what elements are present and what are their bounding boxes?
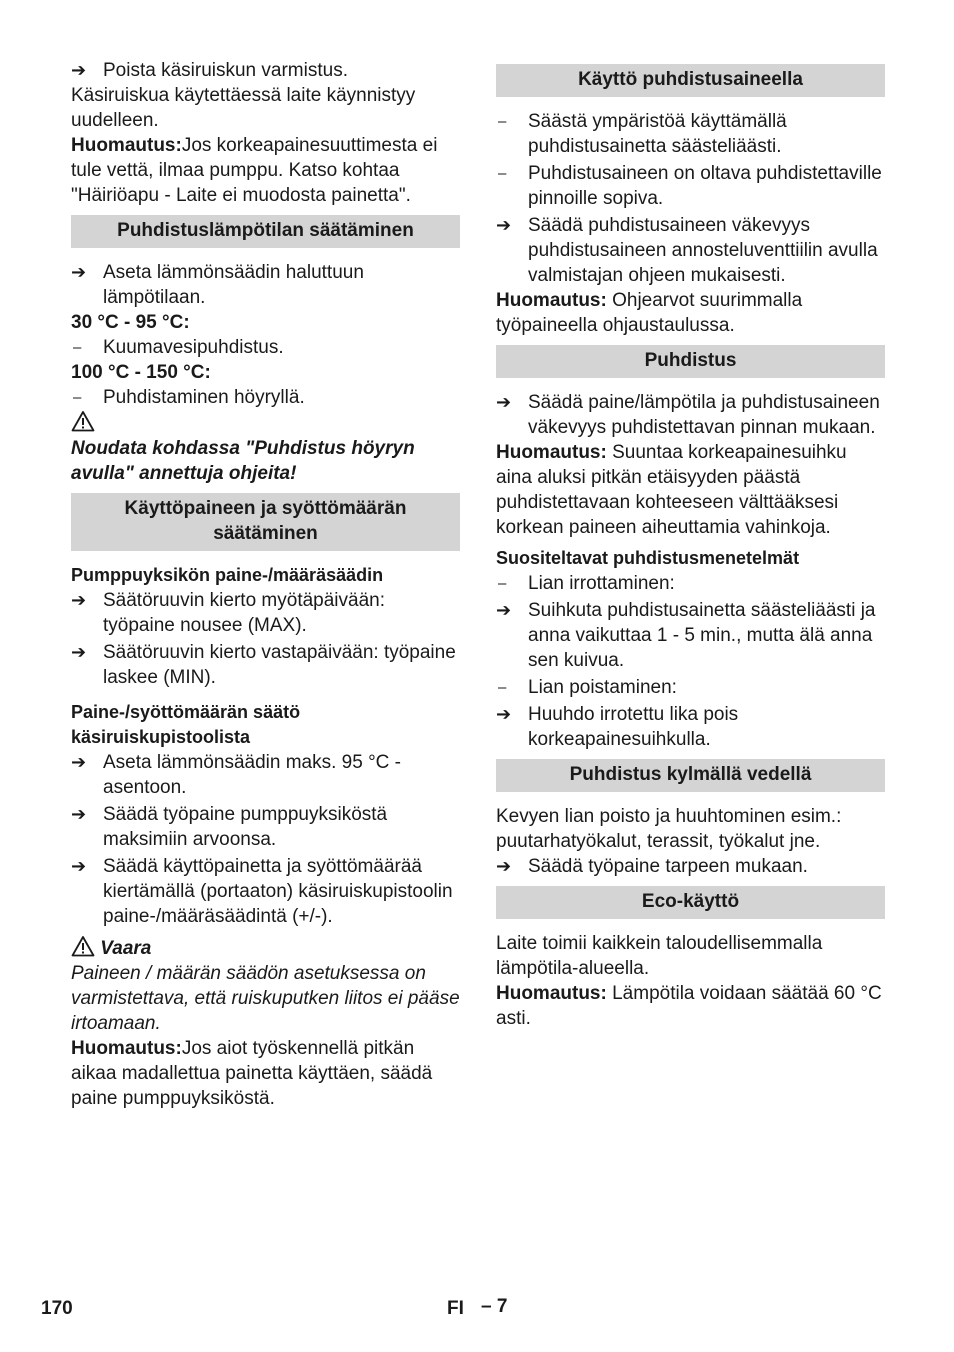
note-label: Huomautus:	[496, 442, 607, 463]
instruction-text: Poista käsiruiskun varmistus.	[103, 60, 348, 81]
note-text: Jos korkeapainesuuttimesta ei tule vettä, ilmaa pumppu. Katso kohtaa "Häiriöapu - Laite ei muodosta painetta".	[71, 135, 438, 206]
arrow-icon: ➔	[71, 752, 87, 772]
section-number: – 7	[481, 1296, 508, 1317]
note-text: Lämpötila voidaan säätää 60 °C asti.	[496, 983, 882, 1029]
dash-item	[71, 385, 460, 410]
instruction-item	[71, 802, 460, 852]
note	[496, 440, 885, 540]
instruction-text: Säädä paine/lämpötila ja puhdistusaineen väkevyys puhdistettavan pinnan mukaan.	[528, 392, 880, 438]
dash-item	[496, 571, 885, 596]
arrow-icon: ➔	[71, 60, 87, 80]
note-text: Ohjearvot suurimmalla työpaineella ohjaustaulussa.	[496, 290, 803, 336]
dash-item	[71, 335, 460, 360]
instruction-item	[71, 640, 460, 690]
dash-icon: –	[498, 165, 507, 182]
dash-icon: –	[498, 575, 507, 592]
dash-icon: –	[498, 113, 507, 130]
instruction-text: Säädä puhdistusaineen väkevyys puhdistusaineen annosteluventtiilin avulla valmistajan ohjeen mukaisesti.	[528, 215, 878, 286]
danger-heading	[71, 935, 460, 961]
arrow-icon: ➔	[496, 600, 512, 620]
dash-text: Lian irrottaminen:	[528, 573, 675, 594]
arrow-icon: ➔	[496, 215, 512, 235]
dash-text: Puhdistusaineen on oltava puhdistettaville pinnoille sopiva.	[528, 163, 882, 209]
instruction-item	[71, 750, 460, 800]
instruction-item	[71, 58, 460, 83]
page-number: 170	[41, 1298, 73, 1319]
note-label: Huomautus:	[496, 290, 607, 311]
instruction-text: Säädä käyttöpainetta ja syöttömäärää kiertämällä (portaaton) käsiruiskupistoolin paine-/määräsäädintä (+/-).	[103, 856, 453, 927]
note-text: Suuntaa korkeapainesuihku aina aluksi pitkän etäisyyden päästä puhdistettavaan kohteeseen välttääksesi korkean paineen aiheuttamia vahinkoja.	[496, 442, 847, 538]
dash-item	[496, 161, 885, 211]
dash-icon: –	[73, 389, 82, 406]
instruction-text: Aseta lämmönsäädin haluttuun lämpötilaan.	[103, 262, 364, 308]
arrow-icon: ➔	[496, 392, 512, 412]
arrow-icon: ➔	[71, 590, 87, 610]
instruction-item	[496, 213, 885, 288]
language-code: FI	[447, 1298, 464, 1319]
section-heading: Puhdistus kylmällä vedellä	[496, 759, 885, 792]
range-label: 100 °C - 150 °C:	[71, 362, 211, 383]
paragraph: Laite toimii kaikkein taloudellisemmalla lämpötila-alueella.	[496, 933, 823, 979]
instruction-text: Säätöruuvin kierto vastapäivään: työpaine laskee (MIN).	[103, 642, 456, 688]
note-label: Huomautus:	[496, 983, 607, 1004]
instruction-item	[496, 854, 885, 879]
instruction-item	[496, 598, 885, 673]
warning-row	[71, 410, 460, 436]
note-label: Huomautus:	[71, 135, 182, 156]
subheading: Paine-/syöttömäärän säätö käsiruiskupistoolista	[71, 702, 301, 747]
arrow-icon: ➔	[496, 856, 512, 876]
dash-item	[496, 675, 885, 700]
arrow-icon: ➔	[71, 642, 87, 662]
dash-text: Puhdistaminen höyryllä.	[103, 387, 305, 408]
left-column	[71, 58, 460, 1111]
instruction-text: Suihkuta puhdistusainetta säästeliäästi ja anna vaikuttaa 1 - 5 min., mutta älä anna sen kuivua.	[528, 600, 876, 671]
danger-label: Vaara	[100, 938, 152, 959]
arrow-icon: ➔	[71, 262, 87, 282]
subheading: Pumppuyksikön paine-/määräsäädin	[71, 565, 384, 585]
instruction-text: Huuhdo irrotettu lika pois korkeapainesuihkulla.	[528, 704, 739, 750]
note-label: Huomautus:	[71, 1038, 182, 1059]
instruction-item	[496, 390, 885, 440]
note	[496, 288, 885, 338]
dash-item	[496, 109, 885, 159]
instruction-text: Säätöruuvin kierto myötäpäivään: työpaine nousee (MAX).	[103, 590, 385, 636]
dash-text: Lian poistaminen:	[528, 677, 677, 698]
arrow-icon: ➔	[496, 704, 512, 724]
dash-text: Säästä ympäristöä käyttämällä puhdistusainetta säästeliäästi.	[528, 111, 787, 157]
paragraph: Kevyen lian poisto ja huuhtominen esim.: puutarhatyökalut, terassit, työkalut jne.	[496, 806, 842, 852]
warning-triangle-icon	[71, 935, 95, 957]
note-text: Jos aiot työskennellä pitkän aikaa madallettua painetta käyttäen, säädä paine pumppuyksiköstä.	[71, 1038, 433, 1109]
section-heading: Käyttö puhdistusaineella	[496, 64, 885, 97]
note	[71, 133, 460, 208]
range-label: 30 °C - 95 °C:	[71, 312, 190, 333]
note	[71, 1036, 460, 1111]
dash-icon: –	[498, 679, 507, 696]
section-heading: Käyttöpaineen ja syöttömäärän säätäminen	[71, 493, 460, 551]
section-heading: Puhdistuslämpötilan säätäminen	[71, 215, 460, 248]
instruction-item	[71, 588, 460, 638]
warning-triangle-icon	[71, 410, 95, 432]
section-heading: Eco-käyttö	[496, 886, 885, 919]
arrow-icon: ➔	[71, 804, 87, 824]
arrow-icon: ➔	[71, 856, 87, 876]
instruction-item	[71, 854, 460, 929]
subheading: Suositeltavat puhdistusmenetelmät	[496, 548, 800, 568]
instruction-text: Aseta lämmönsäädin maks. 95 °C -asentoon.	[103, 752, 401, 798]
dash-icon: –	[73, 339, 82, 356]
danger-text: Paineen / määrän säädön asetuksessa on varmistettava, että ruiskuputken liitos ei pääse irtoamaan.	[71, 963, 460, 1034]
section-heading: Puhdistus	[496, 345, 885, 378]
paragraph: Käsiruiskua käytettäessä laite käynnistyy uudelleen.	[71, 85, 416, 131]
note	[496, 981, 885, 1031]
right-column	[496, 57, 885, 1031]
dash-text: Kuumavesipuhdistus.	[103, 337, 284, 358]
warning-note: Noudata kohdassa "Puhdistus höyryn avulla" annettuja ohjeita!	[71, 438, 415, 484]
instruction-item	[496, 702, 885, 752]
instruction-text: Säädä työpaine pumppuyksiköstä maksimiin arvoonsa.	[103, 804, 388, 850]
instruction-item	[71, 260, 460, 310]
instruction-text: Säädä työpaine tarpeen mukaan.	[528, 856, 808, 877]
